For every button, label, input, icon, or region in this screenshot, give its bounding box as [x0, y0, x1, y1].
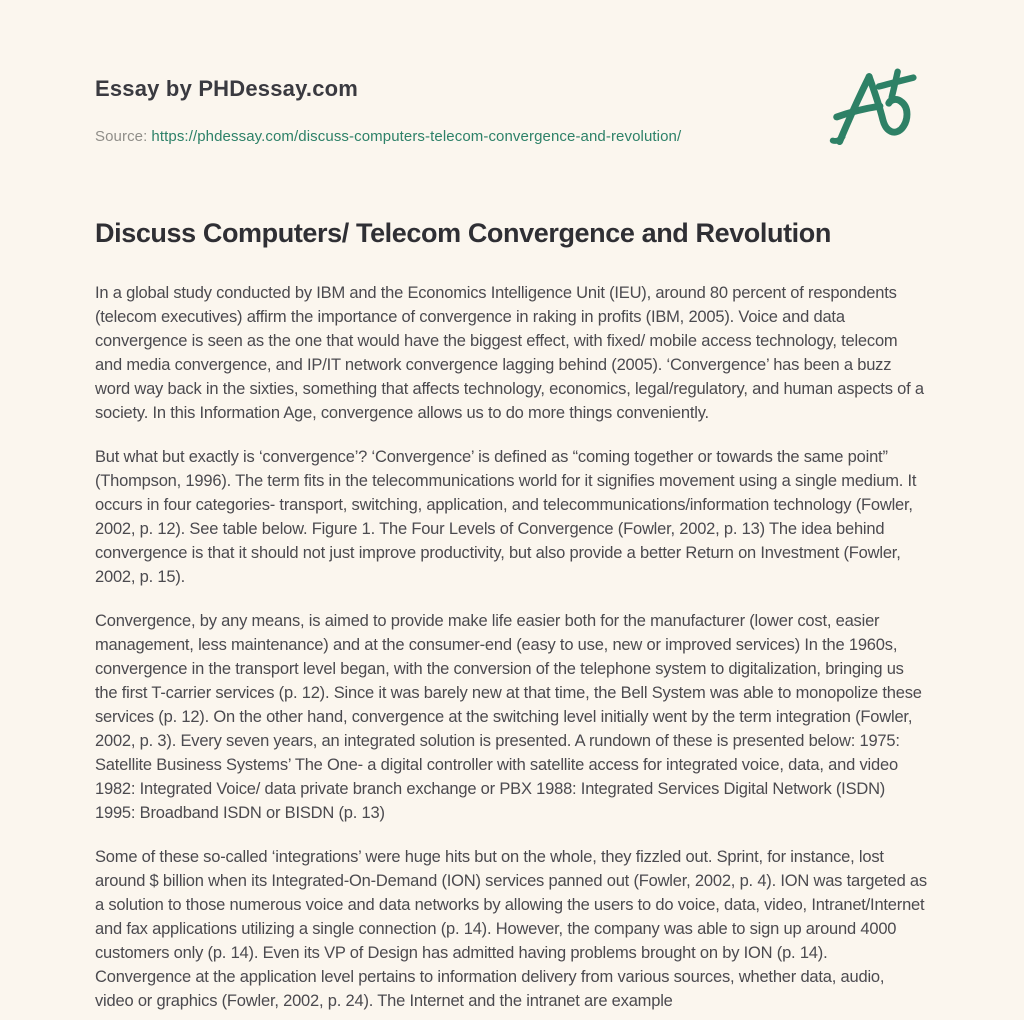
a-plus-logo-icon: [818, 60, 936, 168]
essay-paragraph: Convergence, by any means, is aimed to provide make life easier both for the manufacturer (lower cost, easier management, less maintenance) and at the consumer-end (easy to use, new or improved services) In the 1960s, convergence in the transport level began, with the conversion of the telephone system to digitalization, bringing us the first T-carrier services (p. 12). Since it was barely new at that time, the Bell System was able to monopolize these services (p. 12). On the other hand, convergence at the switching level initially went by the term integration (Fowler, 2002, p. 3). Every seven years, an integrated solution is presented. A rundown of these is presented below: 1975: Satellite Business Systems’ The One- a digital controller with satellite access for integrated voice, data, and video 1982: Integrated Voice/ data private branch exchange or PBX 1988: Integrated Services Digital Network (ISDN) 1995: Broadband ISDN or BISDN (p. 13): [95, 611, 922, 822]
essay-paragraph: In a global study conducted by IBM and the Economics Intelligence Unit (IEU), around 80 percent of respondents (telecom executives) affirm the importance of convergence in raking in profits (IBM, 2005). Voice and data convergence is seen as the one that would have the biggest effect, with fixed/ mobile access technology, telecom and media convergence, and IP/IT network convergence lagging behind (2005). ‘Convergence’ has been a buzz word way back in the sixties, something that affects technology, economics, legal/regulatory, and human aspects of a society. In this Information Age, convergence allows us to do more things conveniently.: [95, 283, 924, 422]
source-link[interactable]: https://phdessay.com/discuss-computers-telecom-convergence-and-revolution/: [151, 128, 682, 145]
source-line: [95, 128, 927, 145]
byline: Essay by PHDessay.com: [95, 76, 359, 101]
source-label: Source:: [95, 128, 148, 145]
essay-paragraph: Some of these so-called ‘integrations’ were huge hits but on the whole, they fizzled out. Sprint, for instance, lost around $ billion when its Integrated-On-Demand (ION) services panned out (Fowler, 2002, p. 4). ION was targeted as a solution to those numerous voice and data networks by allowing the users to do voice, data, video, Intranet/Internet and fax applications utilizing a single connection (p. 14). However, the company was able to sign up around 4000 customers only (p. 14). Even its VP of Design has admitted having problems brought on by ION (p. 14). Convergence at the application level pertains to information delivery from various sources, whether data, audio, video or graphics (Fowler, 2002, p. 24). The Internet and the intranet are example: [95, 847, 927, 1010]
essay-title: Discuss Computers/ Telecom Convergence and Revolution: [95, 218, 831, 248]
essay-body: [95, 281, 927, 1013]
essay-paragraph: But what but exactly is ‘convergence’? ‘Convergence’ is defined as “coming together or towards the same point” (Thompson, 1996). The term fits in the telecommunications world for it signifies movement using a single medium. It occurs in four categories- transport, switching, application, and telecommunications/information technology (Fowler, 2002, p. 12). See table below. Figure 1. The Four Levels of Convergence (Fowler, 2002, p. 13) The idea behind convergence is that it should not just improve productivity, but also provide a better Return on Investment (Fowler, 2002, p. 15).: [95, 447, 917, 586]
